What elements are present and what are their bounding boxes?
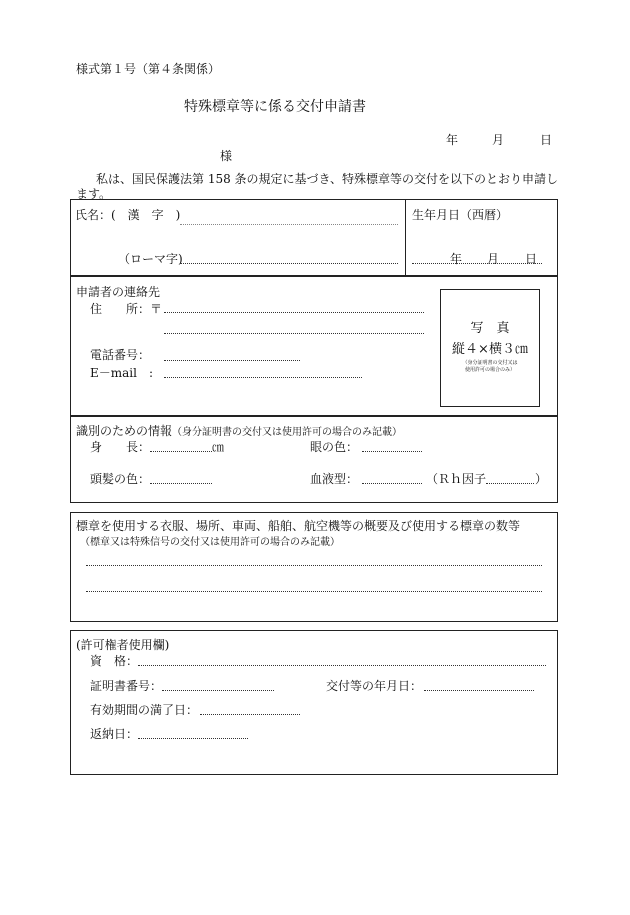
blood-type-label: 血液型： bbox=[310, 472, 359, 486]
name-kanji-label: 氏名：( 漢 字 ) bbox=[75, 208, 181, 222]
cert-number-label: 証明書番号： bbox=[90, 679, 163, 693]
address-label: 住 所：〒 bbox=[90, 302, 163, 316]
identification-heading-note: （身分証明書の交付又は使用許可の場合のみ記載） bbox=[172, 427, 403, 438]
expiry-label: 有効期間の満了日： bbox=[90, 703, 199, 717]
name-birthdate-divider bbox=[405, 199, 406, 276]
usage-heading: 標章を使用する衣服、場所、車両、船舶、航空機等の概要及び使用する標章の数等 bbox=[76, 519, 521, 533]
eye-color-label: 眼の色： bbox=[310, 440, 359, 454]
rh-close-paren: ） bbox=[535, 472, 548, 486]
page-title: 特殊標章等に係る交付申請書 bbox=[184, 99, 366, 115]
issue-date-field[interactable] bbox=[424, 690, 534, 691]
height-unit: ㎝ bbox=[212, 440, 225, 454]
name-romaji-field[interactable] bbox=[180, 263, 398, 264]
return-date-label: 返納日： bbox=[90, 727, 139, 741]
birth-year-label: 年 bbox=[450, 252, 463, 266]
photo-box[interactable] bbox=[440, 289, 540, 407]
birthdate-label: 生年月日（西暦） bbox=[412, 208, 509, 222]
eye-color-field[interactable] bbox=[362, 451, 422, 452]
cert-number-field[interactable] bbox=[162, 690, 274, 691]
photo-title: 写 真 bbox=[470, 321, 510, 336]
birth-day-label: 日 bbox=[525, 252, 538, 266]
photo-note-line1: （身分証明書の交付又は bbox=[462, 360, 518, 366]
form-number: 様式第１号（第４条関係） bbox=[76, 62, 221, 76]
issue-date-label: 交付等の年月日： bbox=[326, 679, 423, 693]
expiry-field[interactable] bbox=[200, 714, 300, 715]
hair-color-field[interactable] bbox=[150, 483, 212, 484]
rh-factor-label: （Ｒｈ因子 bbox=[426, 472, 487, 486]
phone-label: 電話番号： bbox=[90, 348, 151, 362]
email-label: E－mail : bbox=[90, 366, 154, 380]
photo-size: 縦４×横３㎝ bbox=[452, 342, 528, 357]
rh-factor-field[interactable] bbox=[486, 483, 534, 484]
email-field[interactable] bbox=[164, 377, 362, 378]
identification-heading bbox=[76, 422, 402, 439]
hair-color-label: 頭髪の色： bbox=[90, 472, 151, 486]
qualification-label: 資 格： bbox=[90, 654, 139, 668]
intro-text-line2: ます。 bbox=[76, 187, 112, 201]
name-kanji-field[interactable] bbox=[180, 224, 398, 225]
addressee-suffix: 様 bbox=[220, 149, 233, 163]
return-date-field[interactable] bbox=[138, 738, 248, 739]
usage-field-line1[interactable] bbox=[86, 565, 542, 566]
blood-type-field[interactable] bbox=[362, 483, 422, 484]
identification-heading-text: 識別のための情報 bbox=[76, 424, 173, 438]
address-field-line1[interactable] bbox=[164, 312, 424, 313]
height-label: 身 長： bbox=[90, 440, 151, 454]
intro-text-line1: 私は、国民保護法第 158 条の規定に基づき、特殊標章等の交付を以下のとおり申請し bbox=[96, 172, 559, 186]
usage-note: （標章又は特殊信号の交付又は使用許可の場合のみ記載） bbox=[80, 537, 340, 548]
contact-heading: 申請者の連絡先 bbox=[76, 285, 161, 299]
phone-field[interactable] bbox=[164, 360, 300, 361]
date-month-label: 月 bbox=[492, 133, 505, 147]
birth-month-label: 月 bbox=[487, 252, 500, 266]
qualification-field[interactable] bbox=[138, 665, 546, 666]
photo-note-line2: 使用許可の場合のみ） bbox=[464, 367, 515, 373]
address-field-line2[interactable] bbox=[164, 333, 424, 334]
issuer-heading: (許可権者使用欄) bbox=[76, 638, 170, 652]
name-romaji-label: （ローマ字) bbox=[118, 252, 183, 266]
birthdate-field[interactable] bbox=[412, 263, 542, 264]
date-year-label: 年 bbox=[446, 133, 459, 147]
date-day-label: 日 bbox=[540, 133, 553, 147]
usage-field-line2[interactable] bbox=[86, 591, 542, 592]
height-field[interactable] bbox=[150, 451, 212, 452]
